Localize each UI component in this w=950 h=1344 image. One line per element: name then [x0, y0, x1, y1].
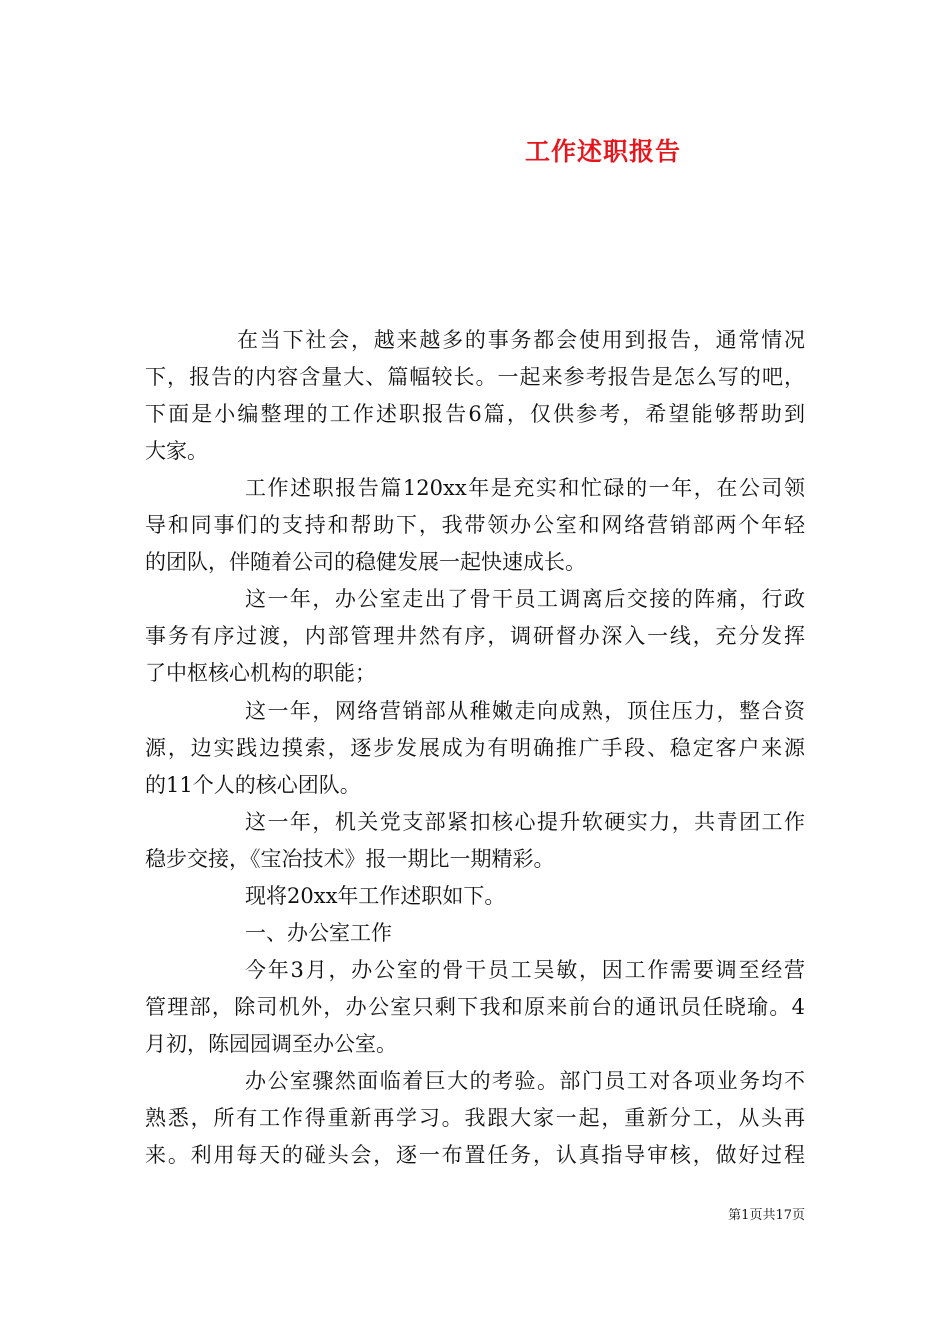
- text-line: 这一年，机关党支部紧扣核心提升软硬实力，共青团工作: [245, 809, 805, 834]
- text-line: 现将20xx年工作述职如下。: [245, 883, 506, 908]
- text-line: 一、办公室工作: [245, 920, 392, 945]
- text-line: 的团队，伴随着公司的稳健发展一起快速成长。: [145, 550, 586, 575]
- text-line: 稳步交接，《宝冶技术》报一期比一期精彩。: [145, 846, 555, 871]
- page-number: 第1页共17页: [728, 1208, 805, 1223]
- text-line: 导和同事们的支持和帮助下，我带领办公室和网络营销部两个年轻: [145, 513, 805, 538]
- text-line: 源，边实践边摸索，逐步发展成为有明确推广手段、稳定客户来源: [145, 735, 805, 760]
- text-line: 下，报告的内容含量大、篇幅较长。一起来参考报告是怎么写的吧，: [145, 365, 805, 390]
- text-line: 这一年，网络营销部从稚嫩走向成熟，顶住压力，整合资: [245, 698, 805, 723]
- text-line: 大家。: [145, 439, 208, 464]
- document-title: 工作述职报告: [524, 137, 681, 166]
- text-line: 下面是小编整理的工作述职报告6篇，仅供参考，希望能够帮助到: [145, 402, 805, 427]
- text-line: 工作述职报告篇120xx年是充实和忙碌的一年，在公司领: [245, 476, 805, 501]
- text-line: 事务有序过渡，内部管理井然有序，调研督办深入一线，充分发挥: [145, 624, 805, 649]
- text-line: 办公室骤然面临着巨大的考验。部门员工对各项业务均不: [245, 1069, 805, 1093]
- text-line: 的11个人的核心团队。: [145, 772, 361, 797]
- text-line: 这一年，办公室走出了骨干员工调离后交接的阵痛，行政: [245, 587, 805, 612]
- text-line: 了中枢核心机构的职能；: [145, 661, 376, 686]
- text-line: 管理部，除司机外，办公室只剩下我和原来前台的通讯员任晓瑜。4: [145, 994, 805, 1019]
- text-line: 熟悉，所有工作得重新再学习。我跟大家一起，重新分工，从头再: [145, 1106, 805, 1131]
- text-line: 今年3月，办公室的骨干员工吴敏，因工作需要调至经营: [245, 957, 805, 982]
- text-line: 在当下社会，越来越多的事务都会使用到报告，通常情况: [237, 328, 805, 352]
- text-line: 来。利用每天的碰头会，逐一布置任务，认真指导审核，做好过程: [145, 1143, 805, 1168]
- text-line: 月初，陈园园调至办公室。: [145, 1031, 397, 1056]
